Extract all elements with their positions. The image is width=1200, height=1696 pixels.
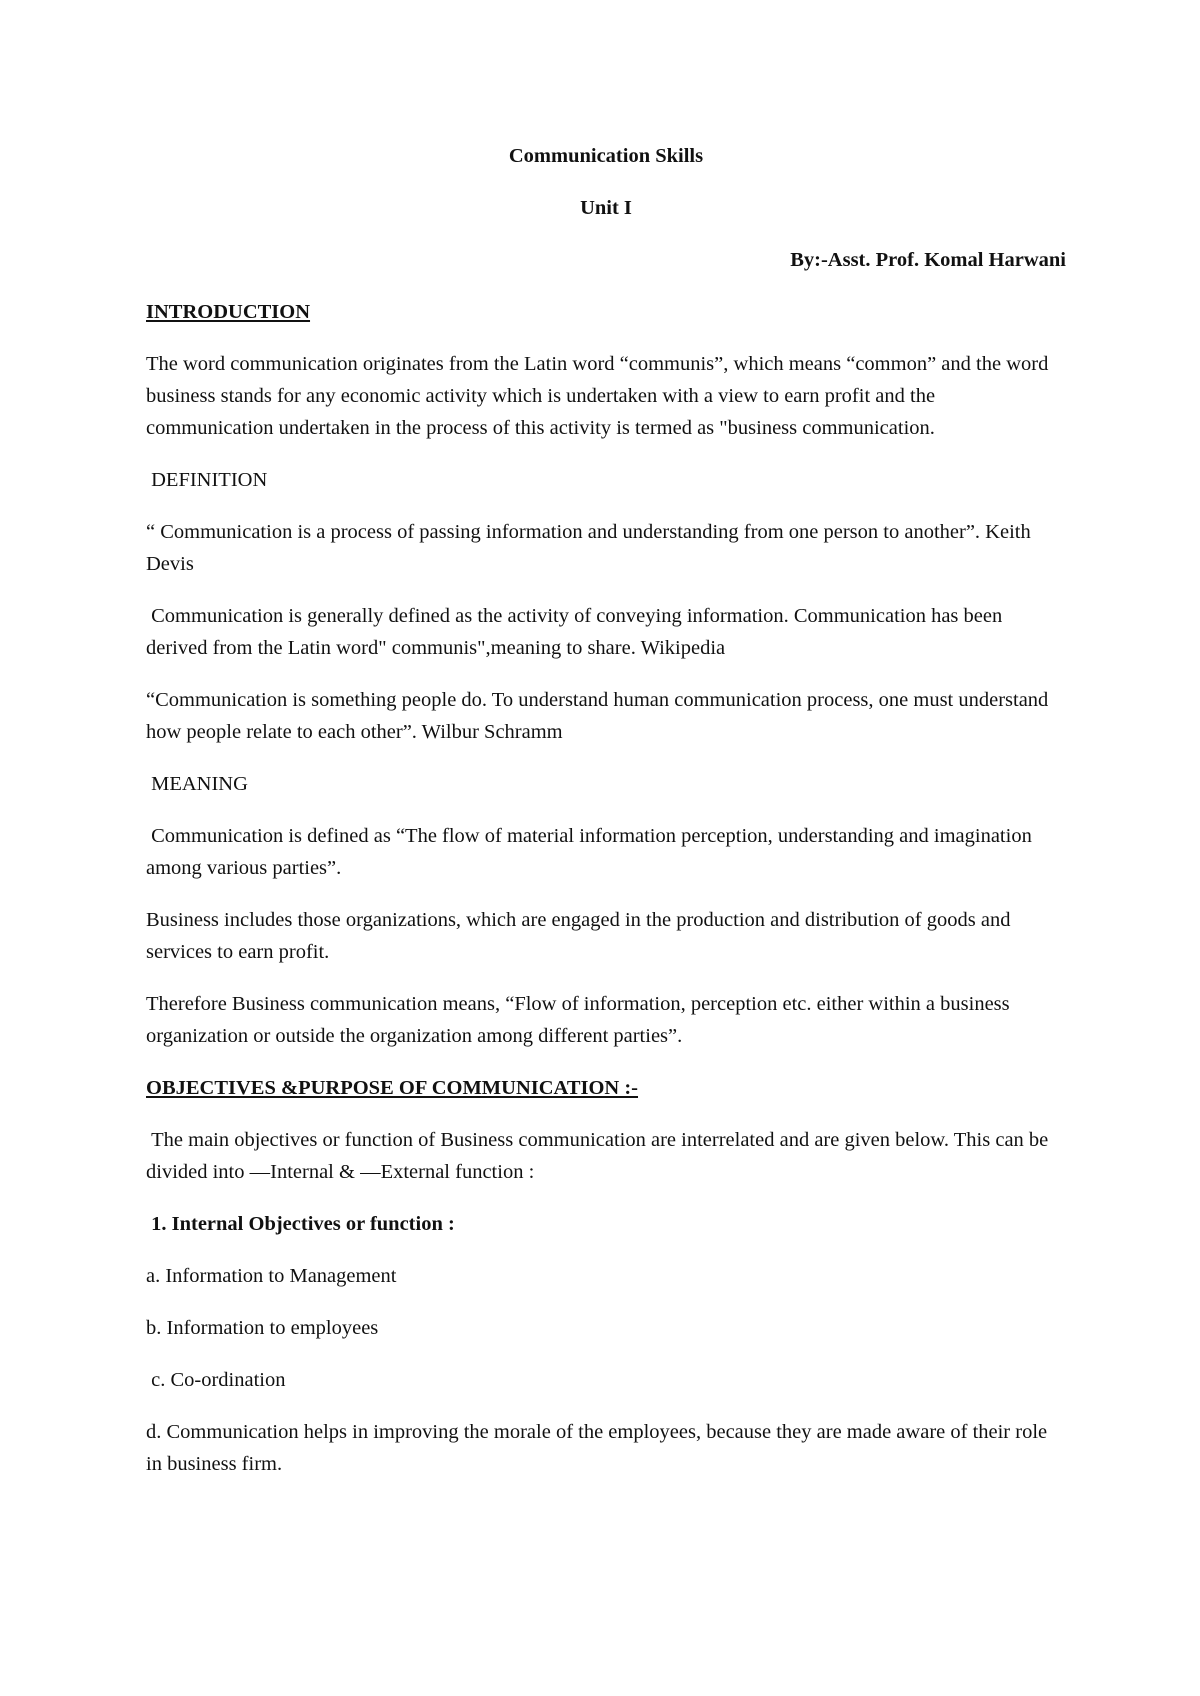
meaning-paragraph-1: Communication is defined as “The flow of material information perception, understanding and imagination among various parties”.: [146, 825, 1037, 879]
internal-objectives-heading: 1. Internal Objectives or function :: [146, 1213, 455, 1235]
unit-label: Unit I: [580, 197, 632, 219]
list-item: a. Information to Management: [146, 1265, 397, 1287]
meaning-paragraph-3: Therefore Business communication means, “Flow of information, perception etc. either within a business organization or outside the organization among different parties”.: [146, 993, 1010, 1047]
meaning-paragraph-2: Business includes those organizations, which are engaged in the production and distribution of goods and services to earn profit.: [146, 909, 1011, 963]
meaning-heading: MEANING: [146, 773, 248, 795]
list-item: c. Co-ordination: [146, 1369, 286, 1391]
introduction-paragraph: The word communication originates from the Latin word “communis”, which means “common” and the word business stands for any economic activity which is undertaken with a view to earn profit and the communication undertaken in the process of this activity is termed as "business communication.: [146, 353, 1049, 439]
objectives-heading: OBJECTIVES &PURPOSE OF COMMUNICATION :-: [146, 1077, 639, 1099]
definition-keith-devis: “ Communication is a process of passing information and understanding from one person to another”. Keith Devis: [146, 521, 1031, 575]
definition-wilbur-schramm: “Communication is something people do. To understand human communication process, one must understand how people relate to each other”. Wilbur Schramm: [146, 689, 1049, 743]
author-line: By:-Asst. Prof. Komal Harwani: [790, 249, 1066, 271]
list-item: b. Information to employees: [146, 1317, 379, 1339]
objectives-intro: The main objectives or function of Business communication are interrelated and are given below. This can be divided into ―Internal & ―External function :: [146, 1129, 1054, 1183]
introduction-heading: INTRODUCTION: [146, 301, 311, 323]
document-page: [146, 140, 1066, 1480]
definition-heading: DEFINITION: [146, 469, 268, 491]
list-item: d. Communication helps in improving the morale of the employees, because they are made aware of their role in business firm.: [146, 1421, 1048, 1475]
document-title: Communication Skills: [508, 145, 704, 167]
definition-wikipedia: Communication is generally defined as the activity of conveying information. Communication has been derived from the Latin word" communis",meaning to share. Wikipedia: [146, 605, 1008, 659]
